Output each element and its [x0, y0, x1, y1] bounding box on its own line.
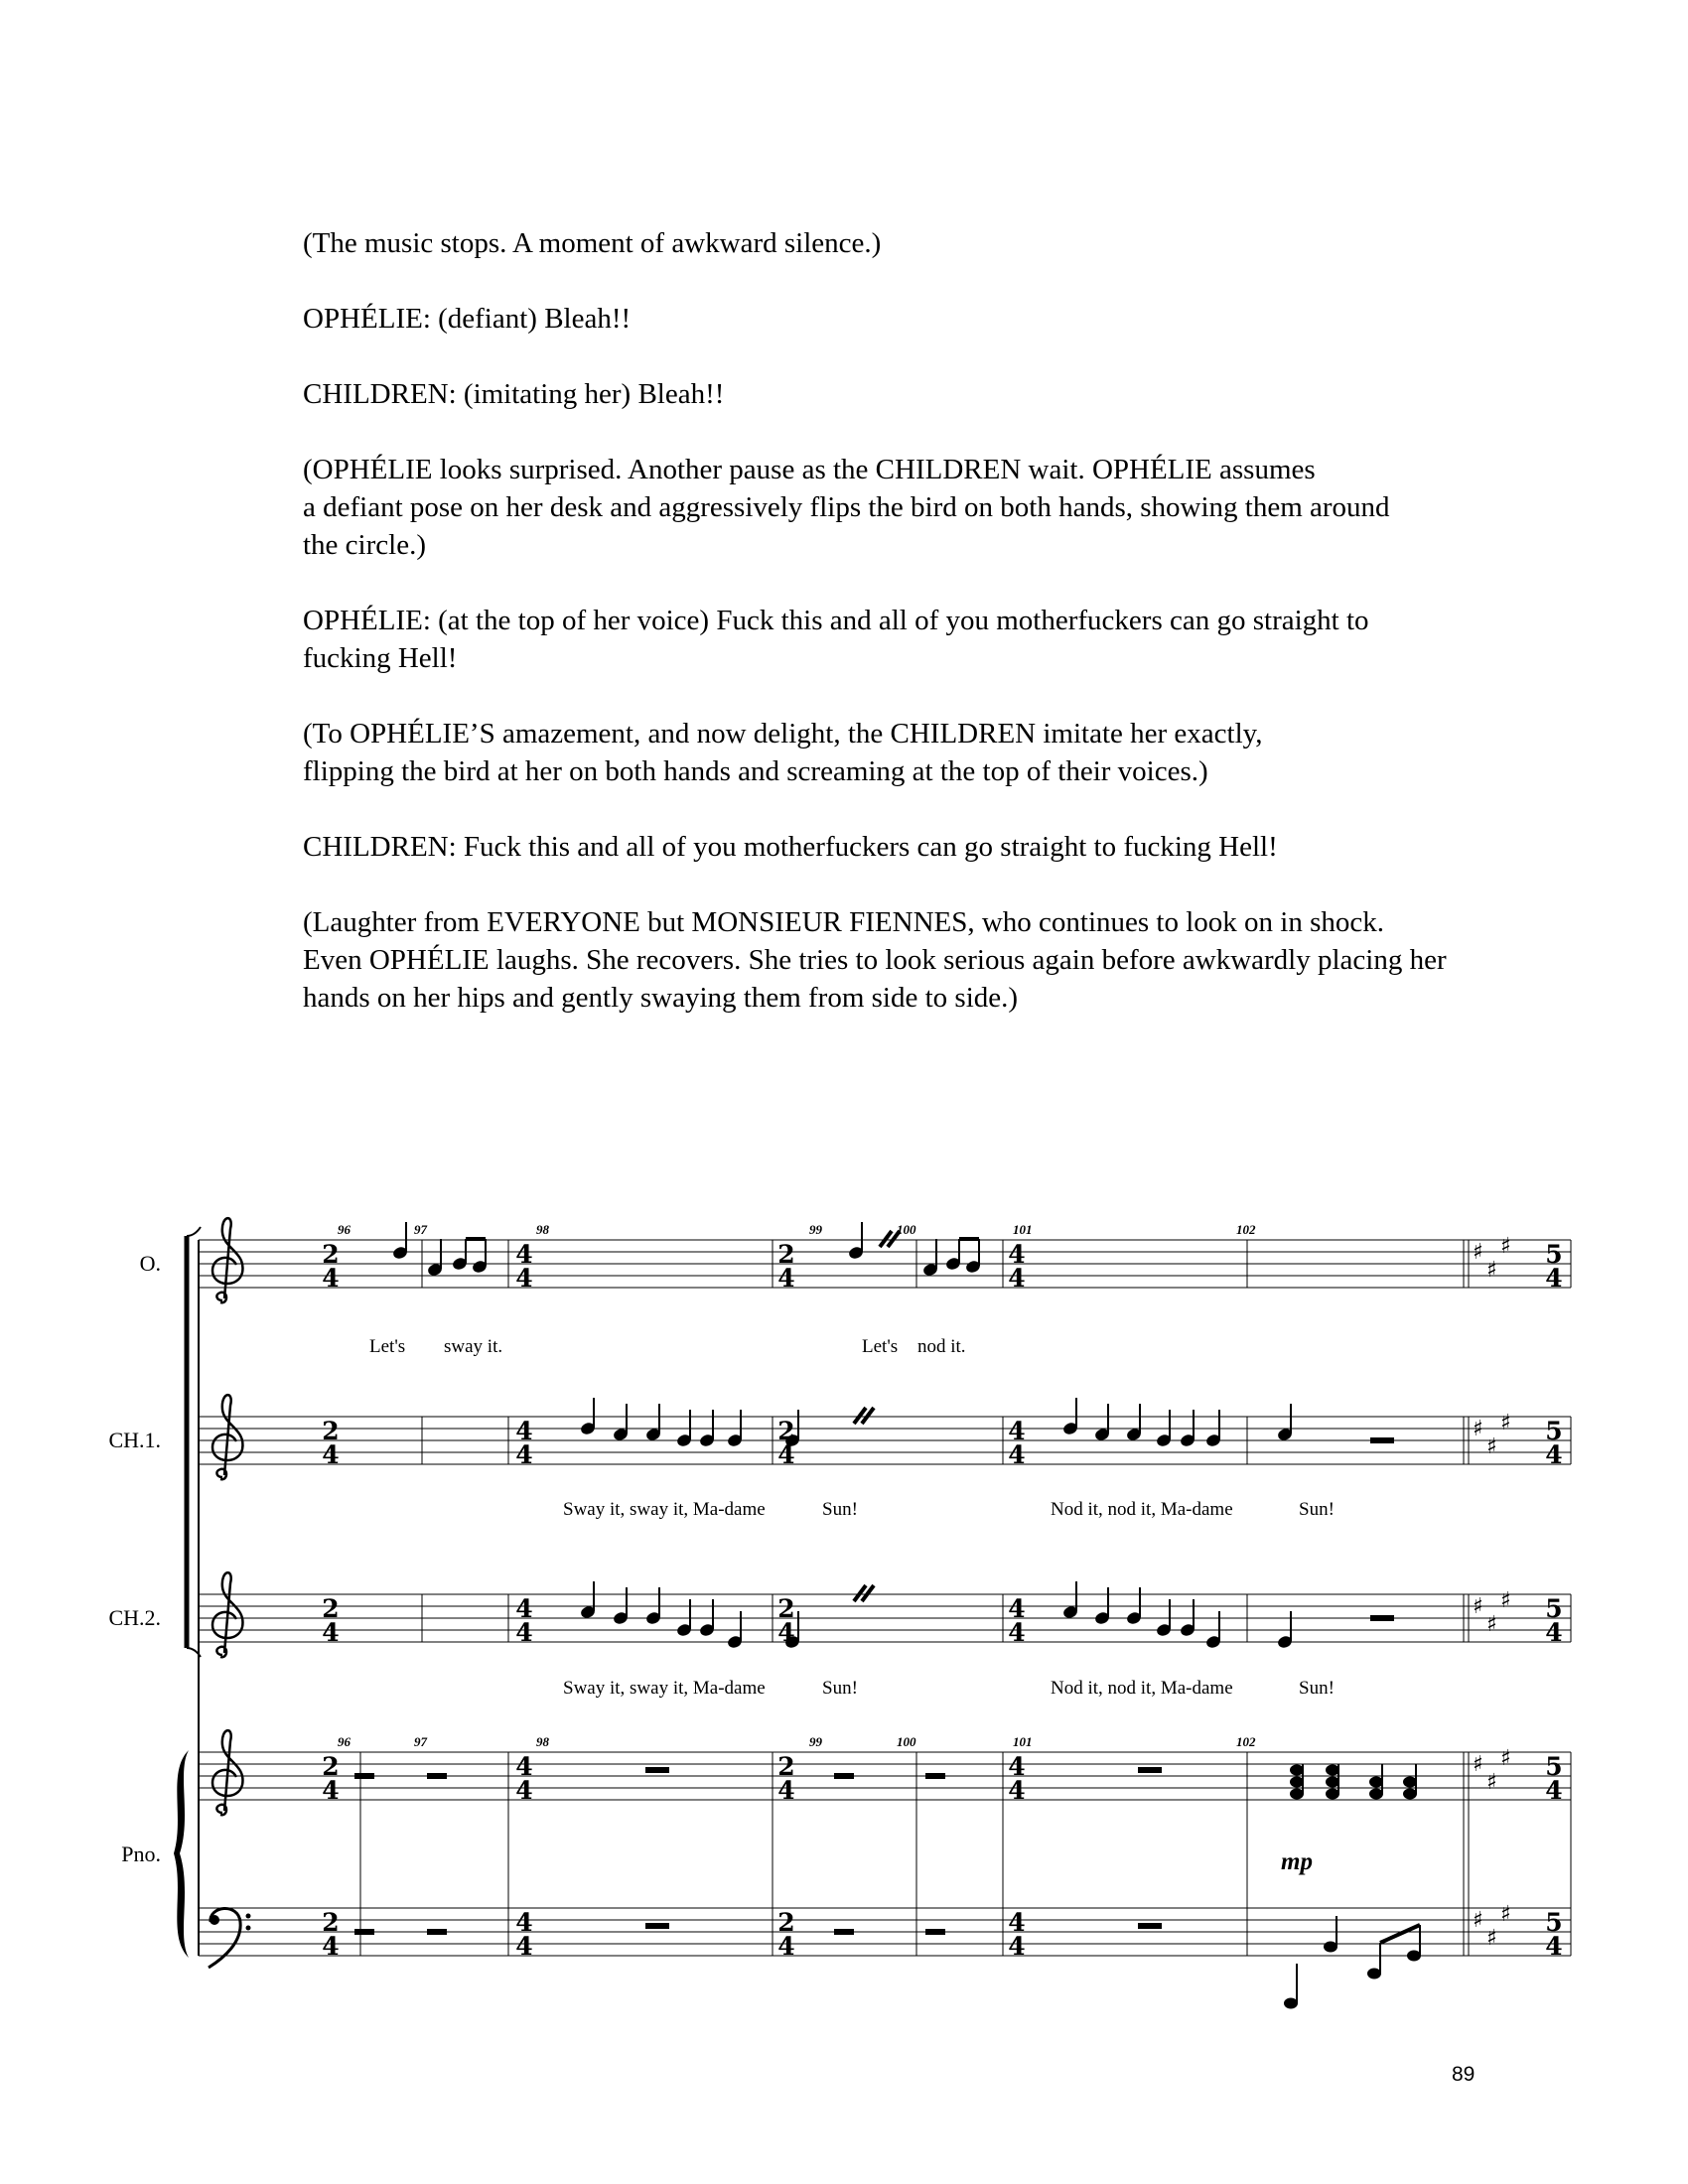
lyric: Sway it, sway it, Ma-dame — [563, 1678, 766, 1699]
treble-clef-icon — [212, 1218, 242, 1815]
staff-children-2 — [199, 1594, 1571, 1642]
svg-text:♯: ♯ — [1500, 1588, 1511, 1613]
staff-children-1 — [199, 1417, 1571, 1464]
time-sig-top: 2 — [777, 1240, 795, 1269]
time-sig-top: 4 — [1008, 1752, 1026, 1781]
time-sig-bottom: 4 — [1008, 1932, 1026, 1961]
paragraph-children-imitate: (To OPHÉLIE’S amazement, and now delight, the CHILDREN imitate her exactly, flipping the bird at her on both hands and screaming at the top of their voices.) — [303, 718, 1263, 787]
lyric: nod it. — [917, 1336, 966, 1357]
time-sig-bottom: 4 — [1545, 1932, 1563, 1961]
measure-number-98: 98 — [536, 1222, 549, 1237]
measure-number-96: 96 — [338, 1222, 351, 1237]
svg-text:♯: ♯ — [1500, 1411, 1511, 1435]
piano-brace — [174, 1750, 189, 1958]
piano-measure-number-97: 97 — [414, 1734, 427, 1749]
svg-text:♯: ♯ — [1486, 1612, 1497, 1637]
time-sig-top: 5 — [1545, 1908, 1563, 1937]
time-sig-bottom: 4 — [1008, 1440, 1026, 1469]
lyric: Nod it, nod it, Ma-dame — [1051, 1678, 1233, 1699]
time-sig-bottom: 4 — [515, 1264, 533, 1293]
paragraph-ophelie-shout: OPHÉLIE: (at the top of her voice) Fuck this and all of you motherfuckers can go straight to fucking Hell! — [303, 605, 1369, 674]
piano-measure-number-102: 102 — [1236, 1734, 1256, 1749]
staff-piano-bass — [199, 1908, 1571, 1956]
barlines-piano — [360, 1752, 1571, 1956]
time-sig-top: 4 — [515, 1594, 533, 1623]
time-sig-bottom: 4 — [1545, 1264, 1563, 1293]
piano-measure-number-99: 99 — [809, 1734, 822, 1749]
time-sig-top: 5 — [1545, 1417, 1563, 1445]
time-sig-top: 4 — [1008, 1240, 1026, 1269]
svg-text:♯: ♯ — [1500, 1746, 1511, 1771]
time-sig-top: 2 — [322, 1594, 340, 1623]
measure-number-97: 97 — [414, 1222, 427, 1237]
label-children-2: CH.2. — [108, 1605, 161, 1630]
time-sig-top: 5 — [1545, 1240, 1563, 1269]
time-sig-bottom: 4 — [322, 1776, 340, 1805]
label-children-1: CH.1. — [108, 1428, 161, 1452]
time-sig-bottom: 4 — [1545, 1776, 1563, 1805]
lyric: Let's — [862, 1336, 899, 1357]
svg-text:♯: ♯ — [1473, 1908, 1483, 1933]
music-score — [0, 1191, 1688, 2025]
time-sig-top: 4 — [1008, 1908, 1026, 1937]
time-sig-bottom: 4 — [1008, 1264, 1026, 1293]
time-sig-top: 4 — [515, 1908, 533, 1937]
lyric: Sun! — [822, 1678, 858, 1699]
lyric: Sway it, sway it, Ma-dame — [563, 1499, 766, 1520]
lyric: Nod it, nod it, Ma-dame — [1051, 1499, 1233, 1520]
svg-text:♯: ♯ — [1486, 1770, 1497, 1795]
svg-text:♯: ♯ — [1486, 1258, 1497, 1283]
time-sig-top: 4 — [1008, 1417, 1026, 1445]
time-sig-bottom: 4 — [1545, 1618, 1563, 1647]
paragraph-defiant-pose: (OPHÉLIE looks surprised. Another pause as the CHILDREN wait. OPHÉLIE assumes a defiant pose on her desk and aggressively flips the bird on both hands, showing them around the circle.) — [303, 454, 1390, 561]
time-sig-top: 4 — [1008, 1594, 1026, 1623]
time-sig-bottom: 4 — [1008, 1776, 1026, 1805]
paragraph-ophelie-bleah: OPHÉLIE: (defiant) Bleah!! — [303, 303, 632, 335]
svg-text:♯: ♯ — [1473, 1417, 1483, 1441]
time-sig-top: 5 — [1545, 1594, 1563, 1623]
svg-text:♯: ♯ — [1500, 1234, 1511, 1259]
label-piano: Pno. — [121, 1842, 161, 1866]
time-sig-top: 2 — [322, 1908, 340, 1937]
lyric: Sun! — [1299, 1678, 1335, 1699]
bass-clef-icon — [209, 1908, 251, 1968]
paragraph-children-bleah: CHILDREN: (imitating her) Bleah!! — [303, 378, 725, 410]
final-key-signatures — [1473, 1234, 1511, 1951]
time-sig-bottom: 4 — [322, 1932, 340, 1961]
svg-text:♯: ♯ — [1486, 1434, 1497, 1459]
lyric: Sun! — [822, 1499, 858, 1520]
measure-number-102: 102 — [1236, 1222, 1256, 1237]
time-sig-top: 2 — [777, 1417, 795, 1445]
paragraph-music-stops: (The music stops. A moment of awkward silence.) — [303, 227, 882, 259]
time-sig-top: 4 — [515, 1417, 533, 1445]
time-sig-bottom: 4 — [515, 1440, 533, 1469]
time-sig-bottom: 4 — [515, 1932, 533, 1961]
lyric: Sun! — [1299, 1499, 1335, 1520]
time-sig-bottom: 4 — [777, 1440, 795, 1469]
time-sig-bottom: 4 — [777, 1932, 795, 1961]
time-sig-top: 5 — [1545, 1752, 1563, 1781]
lyric: Let's — [369, 1336, 406, 1357]
time-sig-bottom: 4 — [1545, 1440, 1563, 1469]
label-ophelie: O. — [139, 1251, 161, 1276]
svg-text:♯: ♯ — [1486, 1926, 1497, 1951]
svg-text:♯: ♯ — [1473, 1594, 1483, 1619]
time-sig-top: 2 — [777, 1594, 795, 1623]
piano-measure-number-96: 96 — [338, 1734, 351, 1749]
svg-text:♯: ♯ — [1500, 1902, 1511, 1927]
svg-text:♯: ♯ — [1473, 1752, 1483, 1777]
piano-measure-number-100: 100 — [897, 1734, 916, 1749]
svg-text:♯: ♯ — [1473, 1240, 1483, 1265]
time-sig-top: 2 — [322, 1240, 340, 1269]
time-sig-bottom: 4 — [777, 1776, 795, 1805]
time-sig-bottom: 4 — [515, 1618, 533, 1647]
time-sig-bottom: 4 — [322, 1264, 340, 1293]
time-sig-top: 4 — [515, 1240, 533, 1269]
staff-ophelie — [199, 1240, 1571, 1288]
time-sig-bottom: 4 — [322, 1618, 340, 1647]
time-sig-top: 2 — [777, 1752, 795, 1781]
page-number: 89 — [1452, 2063, 1476, 2086]
time-sig-bottom: 4 — [777, 1618, 795, 1647]
time-sig-bottom: 4 — [777, 1264, 795, 1293]
paragraph-children-shout: CHILDREN: Fuck this and all of you motherfuckers can go straight to fucking Hell! — [303, 831, 1278, 863]
time-sig-bottom: 4 — [1008, 1618, 1026, 1647]
time-sig-top: 2 — [322, 1417, 340, 1445]
staff-piano-treble — [199, 1752, 1571, 1800]
lyric: sway it. — [444, 1336, 503, 1357]
measure-number-101: 101 — [1013, 1222, 1033, 1237]
measure-number-100: 100 — [897, 1222, 916, 1237]
time-sig-top: 2 — [322, 1752, 340, 1781]
time-sig-top: 4 — [515, 1752, 533, 1781]
paragraph-laughter: (Laughter from EVERYONE but MONSIEUR FIENNES, who continues to look on in shock. Even OPHÉLIE laughs. She recovers. She tries to look serious again before awkwardly placing her hands on her hips and gently swaying them from side to side.) — [303, 906, 1447, 1014]
piano-measure-number-101: 101 — [1013, 1734, 1033, 1749]
piano-measure-number-98: 98 — [536, 1734, 549, 1749]
measure-number-99: 99 — [809, 1222, 822, 1237]
time-sig-bottom: 4 — [322, 1440, 340, 1469]
time-sig-top: 2 — [777, 1908, 795, 1937]
dynamic-marking: mp — [1281, 1848, 1313, 1875]
time-sig-bottom: 4 — [515, 1776, 533, 1805]
stage-directions — [303, 224, 1623, 1054]
